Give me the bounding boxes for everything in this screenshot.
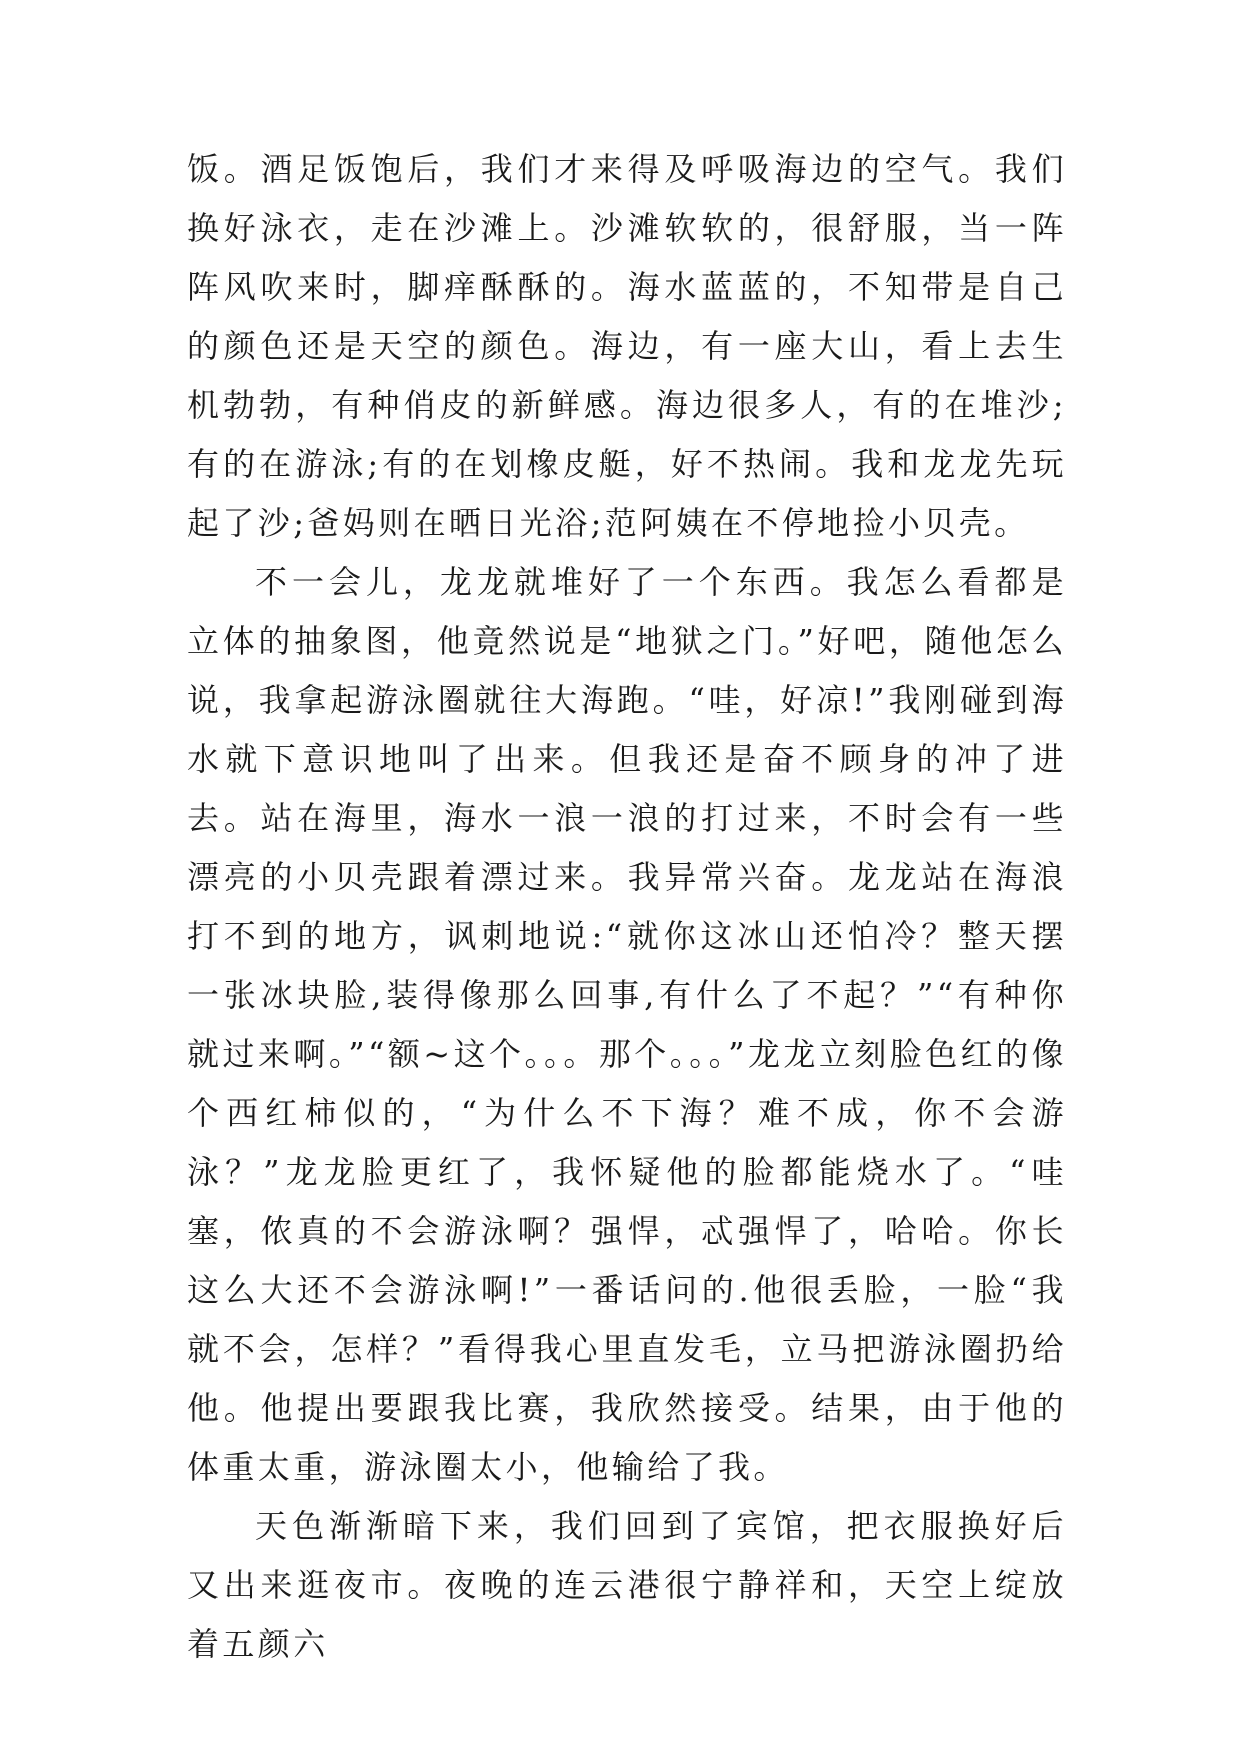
paragraph-3: 天色渐渐暗下来，我们回到了宾馆，把衣服换好后又出来逛夜市。夜晚的连云港很宁静祥和，天空上绽放着五颜六 bbox=[187, 1507, 1067, 1663]
paragraph-2: 不一会儿，龙龙就堆好了一个东西。我怎么看都是立体的抽象图，他竟然说是“地狱之门。”好吧，随他怎么说，我拿起游泳圈就往大海跑。“哇，好凉!”我刚碰到海水就下意识地叫了出来。但我还是奋不顾身的冲了进去。站在海里，海水一浪一浪的打过来，不时会有一些漂亮的小贝壳跟着漂过来。我异常兴奋。龙龙站在海浪打不到的地方，讽刺地说:“就你这冰山还怕冷？整天摆一张冰块脸,装得像那么回事,有什么了不起？”“有种你就过来啊。”“额~这个。。。那个。。。”龙龙立刻脸色红的像个西红柿似的，“为什么不下海？难不成，你不会游泳？”龙龙脸更红了，我怀疑他的脸都能烧水了。“哇塞，侬真的不会游泳啊？强悍，忒强悍了，哈哈。你长这么大还不会游泳啊!”一番话问的.他很丢脸，一脸“我就不会，怎样？”看得我心里直发毛，立马把游泳圈扔给他。他提出要跟我比赛，我欣然接受。结果，由于他的体重太重，游泳圈太小，他输给了我。 bbox=[187, 563, 1067, 1486]
paragraph-1: 饭。酒足饭饱后，我们才来得及呼吸海边的空气。我们换好泳衣，走在沙滩上。沙滩软软的，很舒服，当一阵阵风吹来时，脚痒酥酥的。海水蓝蓝的，不知带是自己的颜色还是天空的颜色。海边，有一座大山，看上去生机勃勃，有种俏皮的新鲜感。海边很多人，有的在堆沙;有的在游泳;有的在划橡皮艇，好不热闹。我和龙龙先玩起了沙;爸妈则在晒日光浴;范阿姨在不停地捡小贝壳。 bbox=[187, 150, 1067, 542]
body-text bbox=[187, 140, 1067, 1674]
